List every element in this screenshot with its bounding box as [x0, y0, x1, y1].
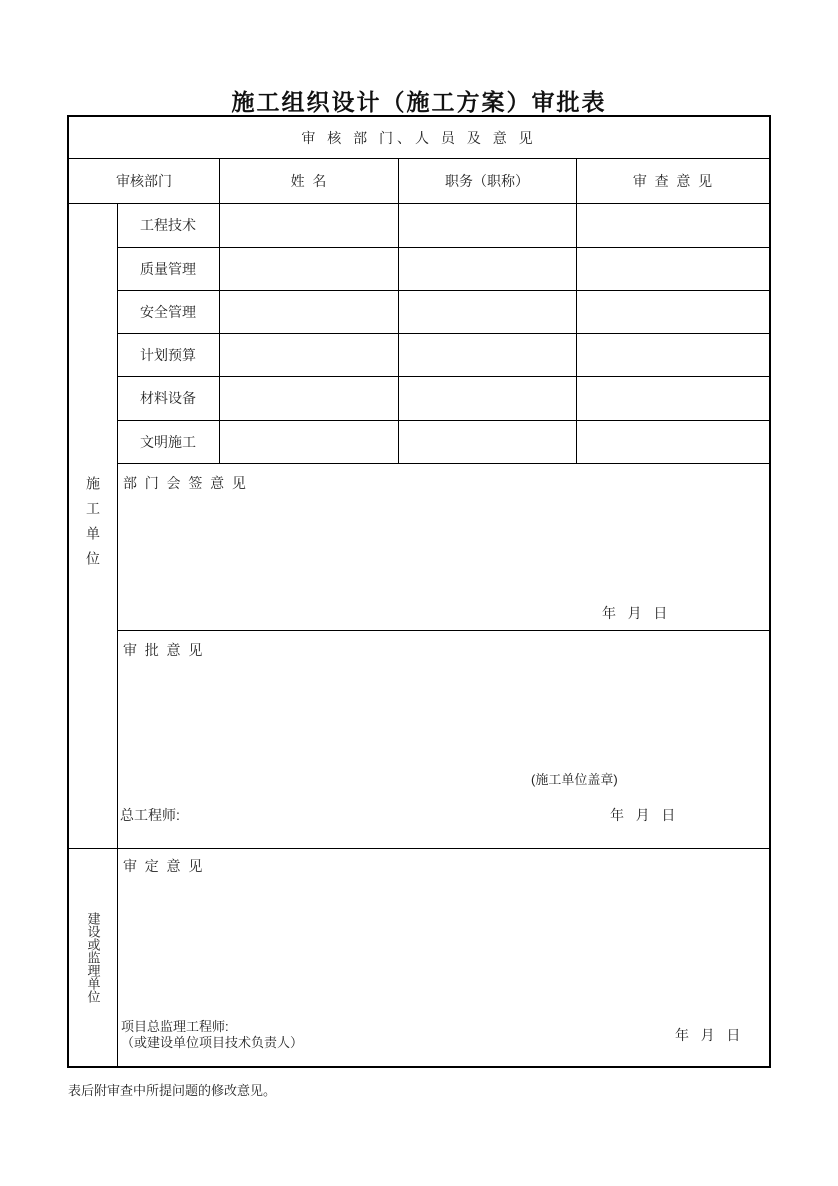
page-title: 施工组织设计（施工方案）审批表: [231, 89, 607, 115]
countersign-section-title: 部 门 会 签 意 见: [123, 475, 246, 491]
table-divider: [117, 630, 769, 631]
review-section-title: 审 定 意 见: [123, 858, 203, 874]
construction-unit-label-text: 施工单位: [85, 475, 101, 576]
approval-date: 年 月 日: [610, 807, 676, 823]
supervision-unit-label: [69, 848, 117, 1066]
column-header-review-opinion: 审 查 意 见: [632, 172, 713, 189]
table-divider: [398, 158, 399, 463]
chief-engineer-label: 总工程师:: [120, 807, 180, 823]
review-date: 年 月 日: [675, 1027, 741, 1043]
countersign-date: 年 月 日: [602, 605, 668, 621]
column-header-name: 姓 名: [290, 172, 327, 189]
column-header-department: 审核部门: [116, 172, 172, 189]
department-row-label: 工程技术: [140, 217, 196, 233]
approval-table: [67, 115, 771, 1068]
department-row-label: 材料设备: [140, 390, 196, 406]
department-row-label: 文明施工: [140, 433, 196, 450]
approval-section-title: 审 批 意 见: [123, 642, 203, 658]
construction-unit-label: [69, 203, 117, 848]
department-row-label: 计划预算: [140, 346, 196, 363]
footnote: 表后附审查中所提问题的修改意见。: [68, 1083, 277, 1098]
table-divider: [69, 848, 769, 849]
department-row-label: 质量管理: [140, 260, 196, 277]
construction-unit-seal-note: (施工单位盖章): [531, 772, 618, 787]
department-row-label: 安全管理: [140, 303, 196, 320]
supervision-unit-label-text: 建设或监理单位: [85, 911, 101, 1003]
column-header-title: 职务（职称）: [445, 172, 529, 189]
supervisor-signer-line2: （或建设单位项目技术负责人）: [121, 1035, 304, 1050]
section-header: 审 核 部 门、人 员 及 意 见: [301, 129, 537, 146]
table-divider: [219, 158, 220, 463]
table-divider: [576, 158, 577, 463]
table-divider: [117, 463, 769, 464]
supervisor-signer-line1: 项目总监理工程师:: [121, 1019, 229, 1034]
